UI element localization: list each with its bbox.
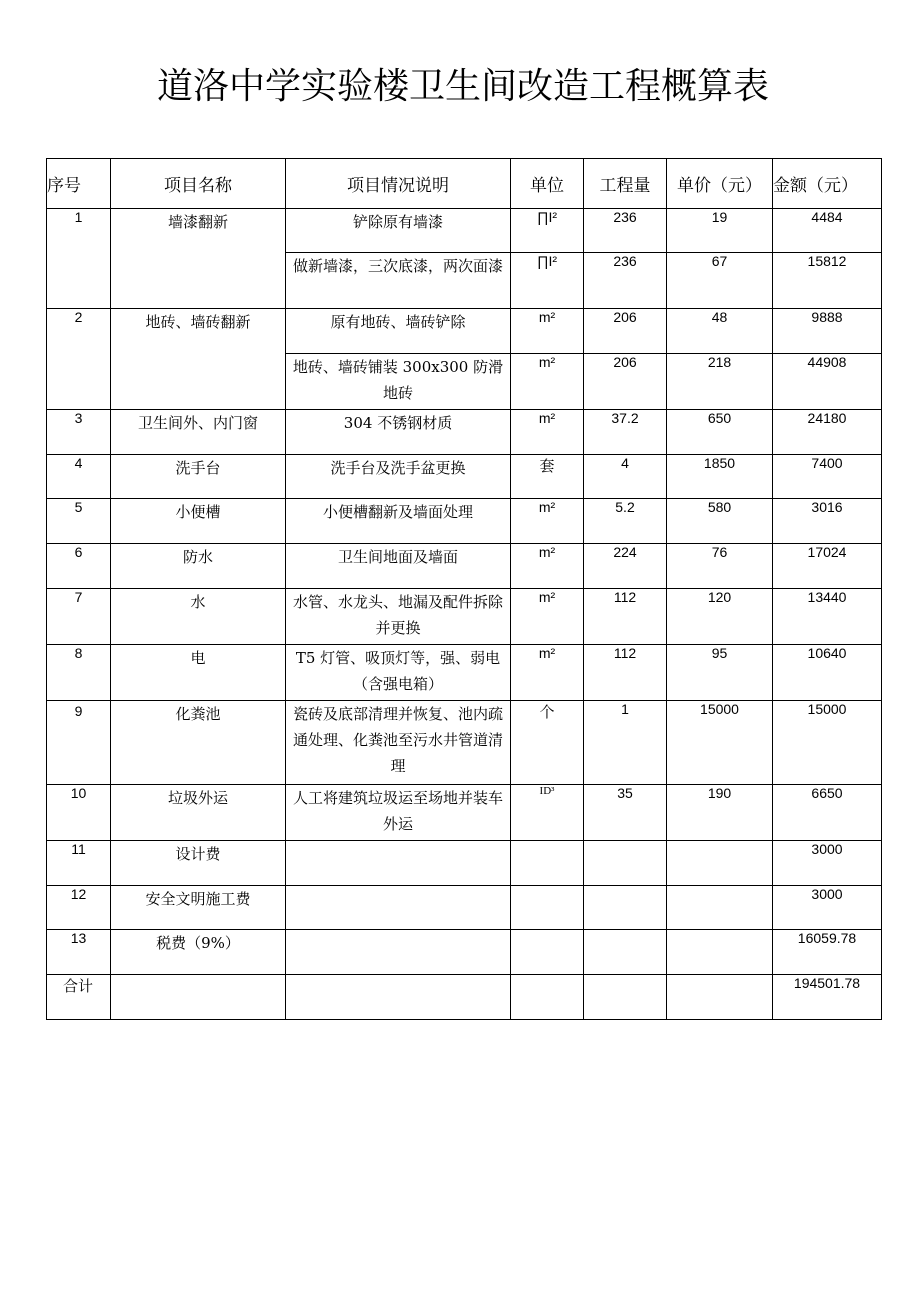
row-qty: 206 bbox=[584, 354, 667, 410]
table-row bbox=[47, 785, 882, 841]
table-row bbox=[47, 645, 882, 701]
row-name: 垃圾外运 bbox=[111, 785, 286, 841]
row-desc: 304 不锈钢材质 bbox=[286, 410, 511, 455]
row-seq: 7 bbox=[47, 589, 111, 645]
row-unit: m² bbox=[511, 645, 584, 701]
table-row bbox=[47, 701, 882, 785]
row-seq: 6 bbox=[47, 544, 111, 589]
row-price bbox=[667, 886, 773, 930]
row-desc: 洗手台及洗手盆更换 bbox=[286, 455, 511, 499]
row-name: 卫生间外、内门窗 bbox=[111, 410, 286, 455]
row-name: 税费（9%） bbox=[111, 930, 286, 975]
table-row bbox=[47, 455, 882, 499]
header-seq: 序号 bbox=[47, 159, 111, 209]
row-name: 电 bbox=[111, 645, 286, 701]
row-desc: 人工将建筑垃圾运至场地并装车外运 bbox=[286, 785, 511, 841]
row-unit bbox=[511, 930, 584, 975]
row-price: 1850 bbox=[667, 455, 773, 499]
row-seq: 12 bbox=[47, 886, 111, 930]
row-amount: 24180 bbox=[773, 410, 882, 455]
row-seq: 10 bbox=[47, 785, 111, 841]
row-unit: ∏I² bbox=[511, 209, 584, 253]
budget-table bbox=[46, 158, 882, 1020]
row-unit bbox=[511, 841, 584, 886]
row-desc bbox=[286, 975, 511, 1020]
row-amount: 3000 bbox=[773, 841, 882, 886]
row-price bbox=[667, 841, 773, 886]
header-qty: 工程量 bbox=[584, 159, 667, 209]
row-price: 580 bbox=[667, 499, 773, 544]
row-price: 19 bbox=[667, 209, 773, 253]
row-qty: 5.2 bbox=[584, 499, 667, 544]
row-qty: 1 bbox=[584, 701, 667, 785]
row-name: 设计费 bbox=[111, 841, 286, 886]
row-price: 120 bbox=[667, 589, 773, 645]
row-qty: 35 bbox=[584, 785, 667, 841]
table-row bbox=[47, 589, 882, 645]
header-amount: 金额（元） bbox=[773, 159, 882, 209]
row-amount: 16059.78 bbox=[773, 930, 882, 975]
row-desc: T5 灯管、吸顶灯等，强、弱电（含强电箱） bbox=[286, 645, 511, 701]
row-desc: 卫生间地面及墙面 bbox=[286, 544, 511, 589]
page-title: 道洛中学实验楼卫生间改造工程概算表 bbox=[156, 66, 769, 107]
row-qty bbox=[584, 886, 667, 930]
row-unit: ∏I² bbox=[511, 253, 584, 309]
header-name: 项目名称 bbox=[111, 159, 286, 209]
table-row bbox=[47, 209, 882, 253]
row-price: 95 bbox=[667, 645, 773, 701]
row-unit: m² bbox=[511, 499, 584, 544]
row-qty: 37.2 bbox=[584, 410, 667, 455]
row-seq: 1 bbox=[47, 209, 111, 309]
row-unit bbox=[511, 975, 584, 1020]
row-qty bbox=[584, 975, 667, 1020]
row-unit bbox=[511, 886, 584, 930]
row-desc: 地砖、墙砖铺装 300x300 防滑地砖 bbox=[286, 354, 511, 410]
table-row bbox=[47, 499, 882, 544]
row-desc bbox=[286, 930, 511, 975]
row-qty bbox=[584, 841, 667, 886]
row-amount: 9888 bbox=[773, 309, 882, 354]
row-amount: 44908 bbox=[773, 354, 882, 410]
header-unit: 单位 bbox=[511, 159, 584, 209]
header-row bbox=[47, 159, 882, 209]
table-row bbox=[47, 544, 882, 589]
row-amount: 6650 bbox=[773, 785, 882, 841]
row-amount: 3016 bbox=[773, 499, 882, 544]
table-row bbox=[47, 841, 882, 886]
row-seq: 4 bbox=[47, 455, 111, 499]
row-amount: 4484 bbox=[773, 209, 882, 253]
row-amount: 17024 bbox=[773, 544, 882, 589]
row-qty: 224 bbox=[584, 544, 667, 589]
row-seq: 3 bbox=[47, 410, 111, 455]
row-price: 650 bbox=[667, 410, 773, 455]
row-amount: 15000 bbox=[773, 701, 882, 785]
row-seq: 9 bbox=[47, 701, 111, 785]
row-price: 190 bbox=[667, 785, 773, 841]
row-seq: 2 bbox=[47, 309, 111, 410]
row-desc: 小便槽翻新及墙面处理 bbox=[286, 499, 511, 544]
row-unit: m² bbox=[511, 589, 584, 645]
row-qty: 4 bbox=[584, 455, 667, 499]
row-seq: 11 bbox=[47, 841, 111, 886]
row-price: 67 bbox=[667, 253, 773, 309]
row-price bbox=[667, 930, 773, 975]
row-unit: 套 bbox=[511, 455, 584, 499]
row-unit: m² bbox=[511, 410, 584, 455]
row-unit: 个 bbox=[511, 701, 584, 785]
row-seq: 8 bbox=[47, 645, 111, 701]
total-label: 合计 bbox=[47, 975, 111, 1020]
row-desc: 瓷砖及底部清理并恢复、池内疏通处理、化粪池至污水井管道清理 bbox=[286, 701, 511, 785]
row-desc: 原有地砖、墙砖铲除 bbox=[286, 309, 511, 354]
row-qty: 112 bbox=[584, 589, 667, 645]
row-qty: 112 bbox=[584, 645, 667, 701]
row-desc: 水管、水龙头、地漏及配件拆除并更换 bbox=[286, 589, 511, 645]
row-qty: 236 bbox=[584, 209, 667, 253]
row-name: 安全文明施工费 bbox=[111, 886, 286, 930]
row-price: 218 bbox=[667, 354, 773, 410]
row-unit: m² bbox=[511, 544, 584, 589]
row-amount: 3000 bbox=[773, 886, 882, 930]
header-desc: 项目情况说明 bbox=[286, 159, 511, 209]
row-desc: 做新墙漆，三次底漆，两次面漆 bbox=[286, 253, 511, 309]
row-amount: 7400 bbox=[773, 455, 882, 499]
row-unit: m² bbox=[511, 354, 584, 410]
row-name: 化粪池 bbox=[111, 701, 286, 785]
row-price: 15000 bbox=[667, 701, 773, 785]
row-name: 墙漆翻新 bbox=[111, 209, 286, 309]
row-desc: 铲除原有墙漆 bbox=[286, 209, 511, 253]
row-name: 洗手台 bbox=[111, 455, 286, 499]
row-name: 小便槽 bbox=[111, 499, 286, 544]
row-price: 48 bbox=[667, 309, 773, 354]
table-row bbox=[47, 309, 882, 354]
row-unit: m² bbox=[511, 309, 584, 354]
row-name bbox=[111, 975, 286, 1020]
row-desc bbox=[286, 886, 511, 930]
row-qty: 206 bbox=[584, 309, 667, 354]
row-seq: 5 bbox=[47, 499, 111, 544]
row-desc bbox=[286, 841, 511, 886]
total-amount: 194501.78 bbox=[773, 975, 882, 1020]
header-price: 单价（元） bbox=[667, 159, 773, 209]
row-name: 水 bbox=[111, 589, 286, 645]
table-row bbox=[47, 886, 882, 930]
table-row bbox=[47, 930, 882, 975]
total-row bbox=[47, 975, 882, 1020]
row-price bbox=[667, 975, 773, 1020]
row-name: 防水 bbox=[111, 544, 286, 589]
row-amount: 15812 bbox=[773, 253, 882, 309]
row-name: 地砖、墙砖翻新 bbox=[111, 309, 286, 410]
row-qty: 236 bbox=[584, 253, 667, 309]
row-price: 76 bbox=[667, 544, 773, 589]
row-unit: ID³ bbox=[511, 785, 584, 841]
row-amount: 13440 bbox=[773, 589, 882, 645]
row-qty bbox=[584, 930, 667, 975]
table-row bbox=[47, 410, 882, 455]
row-seq: 13 bbox=[47, 930, 111, 975]
row-amount: 10640 bbox=[773, 645, 882, 701]
